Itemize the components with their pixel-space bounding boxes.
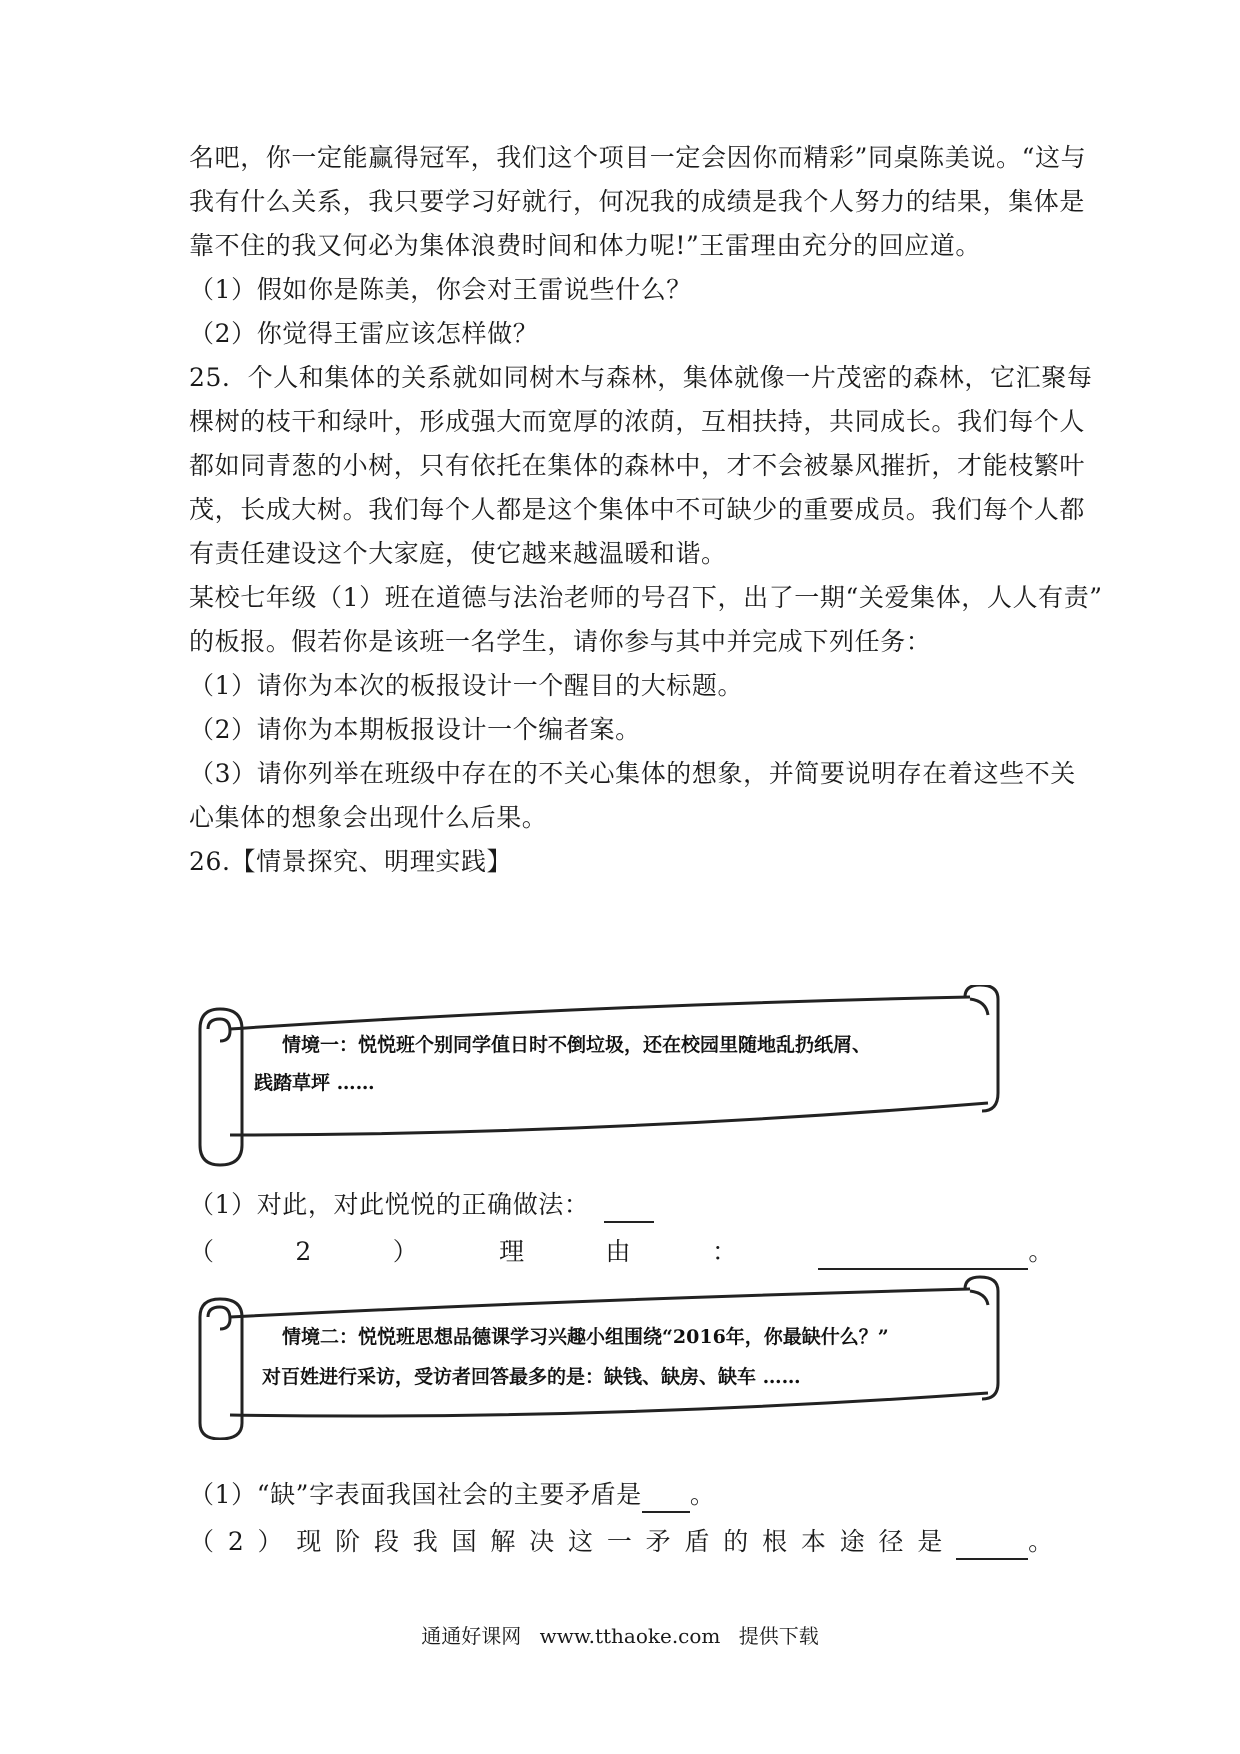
s2-q2-char: 本 [800, 1527, 827, 1556]
q25-sub3-line1: （3）请你列举在班级中存在的不关心集体的想象，并简要说明存在着这些不关 [189, 759, 1076, 788]
s2-q2-char: ） [257, 1527, 284, 1556]
s2-q2-char: 径 [878, 1527, 905, 1556]
s2-q2 [189, 1524, 1054, 1560]
s2-q2-char: 根 [762, 1527, 788, 1556]
s1-q2-char-6: ： [711, 1237, 738, 1266]
s1-q1-answer-blank[interactable] [604, 1193, 654, 1223]
s1-q2-answer-blank[interactable] [818, 1240, 1028, 1270]
q25-line-5: 有责任建设这个大家庭，使它越来越温暖和谐。 [189, 539, 727, 568]
s1-q2-end: 。 [1028, 1237, 1054, 1266]
s1-q2-char-4: 理 [499, 1237, 525, 1266]
scenario-1-line-2: 践踏草坪 …… [254, 1072, 375, 1094]
q26-heading: 26.【情景探究、明理实践】 [189, 847, 513, 876]
q25-line-1: 25．个人和集体的关系就如同树木与森林，集体就像一片茂密的森林，它汇聚每 [189, 363, 1093, 392]
scroll-banner-icon [190, 1275, 1020, 1440]
intro-line-2: 我有什么关系，我只要学习好就行，何况我的成绩是我个人努力的结果，集体是 [189, 187, 1086, 216]
s2-q1-text: （1）“缺”字表面我国社会的主要矛盾是 [189, 1480, 642, 1509]
q25-sub1: （1）请你为本次的板报设计一个醒目的大标题。 [189, 671, 744, 700]
s2-q2-char: 是 [917, 1527, 943, 1556]
q25-line-2: 棵树的枝干和绿叶，形成强大而宽厚的浓荫，互相扶持，共同成长。我们每个人 [189, 407, 1086, 436]
s2-q2-char: 解 [490, 1527, 517, 1556]
s1-q2-row [189, 1234, 1054, 1270]
q25-line-4: 茂，长成大树。我们每个人都是这个集体中不可缺少的重要成员。我们每个人都 [189, 495, 1086, 524]
s1-q2-char-3: ） [392, 1237, 419, 1266]
s2-q2-char: 盾 [684, 1527, 711, 1556]
s1-q2-char-2: 2 [295, 1237, 312, 1266]
scenario-2-line-2: 对百姓进行采访，受访者回答最多的是：缺钱、缺房、缺车 …… [262, 1366, 801, 1388]
scenario-2-scroll [190, 1275, 1020, 1440]
q25-line-7: 的板报。假若你是该班一名学生，请你参与其中并完成下列任务： [189, 627, 932, 656]
page-footer [0, 1620, 1240, 1649]
q25-sub3-line2: 心集体的想象会出现什么后果。 [189, 803, 548, 832]
q25-line-6: 某校七年级（1）班在道德与法治老师的号召下，出了一期“关爱集体，人人有责” [189, 583, 1103, 612]
s1-q1-text: （1）对此，对此悦悦的正确做法： [189, 1190, 590, 1219]
s2-q1-answer-blank[interactable] [642, 1483, 690, 1513]
scenario-1-scroll [190, 985, 1020, 1175]
s2-q2-char: 现 [296, 1527, 322, 1556]
s2-q2-end: 。 [1028, 1527, 1054, 1556]
s2-q2-char: （ [189, 1527, 215, 1556]
s2-q2-char: 这 [568, 1527, 594, 1556]
intro-line-1: 名吧，你一定能赢得冠军，我们这个项目一定会因你而精彩”同桌陈美说。“这与 [189, 143, 1087, 172]
scenario-2-line-1: 情境二：悦悦班思想品德课学习兴趣小组围绕“2016年，你最缺什么？” [282, 1326, 889, 1348]
s1-q2 [189, 1234, 1054, 1270]
s2-q2-char: 2 [227, 1527, 245, 1556]
q24-sub1: （1）假如你是陈美，你会对王雷说些什么？ [189, 275, 692, 304]
q24-sub2: （2）你觉得王雷应该怎样做？ [189, 319, 539, 348]
s2-q2-char: 段 [373, 1527, 400, 1556]
s2-q2-char: 途 [839, 1527, 866, 1556]
s2-q1 [189, 1477, 1069, 1513]
scenario-1-line-1: 情境一：悦悦班个别同学值日时不倒垃圾，还在校园里随地乱扔纸屑、 [282, 1034, 872, 1056]
footer-suffix: 提供下载 [738, 1624, 819, 1648]
q25-sub2: （2）请你为本期板报设计一个编者案。 [189, 715, 641, 744]
s2-q2-row [189, 1524, 1054, 1560]
s2-q2-char: 一 [606, 1527, 633, 1556]
s2-q2-answer [956, 1524, 1054, 1560]
s1-q2-char-5: 由 [605, 1237, 632, 1266]
s2-q2-char: 决 [529, 1527, 555, 1556]
s2-q2-char: 矛 [645, 1527, 672, 1556]
s1-q2-answer [818, 1234, 1054, 1270]
q25-line-3: 都如同青葱的小树，只有依托在集体的森林中，才不会被暴风摧折，才能枝繁叶 [189, 451, 1086, 480]
s1-q2-char-1: （ [189, 1237, 215, 1266]
footer-site-name: 通通好课网 [421, 1624, 522, 1648]
intro-line-3: 靠不住的我又何必为集体浪费时间和体力呢!”王雷理由充分的回应道。 [189, 231, 982, 260]
s1-q1 [189, 1187, 1069, 1223]
s2-q2-answer-blank[interactable] [956, 1530, 1028, 1560]
s2-q2-char: 国 [451, 1527, 478, 1556]
s2-q2-char: 我 [412, 1527, 439, 1556]
footer-url[interactable]: www.tthaoke.com [539, 1624, 721, 1648]
s2-q1-end: 。 [689, 1480, 716, 1509]
s2-q2-char: 的 [723, 1527, 749, 1556]
s2-q2-char: 阶 [335, 1527, 361, 1556]
